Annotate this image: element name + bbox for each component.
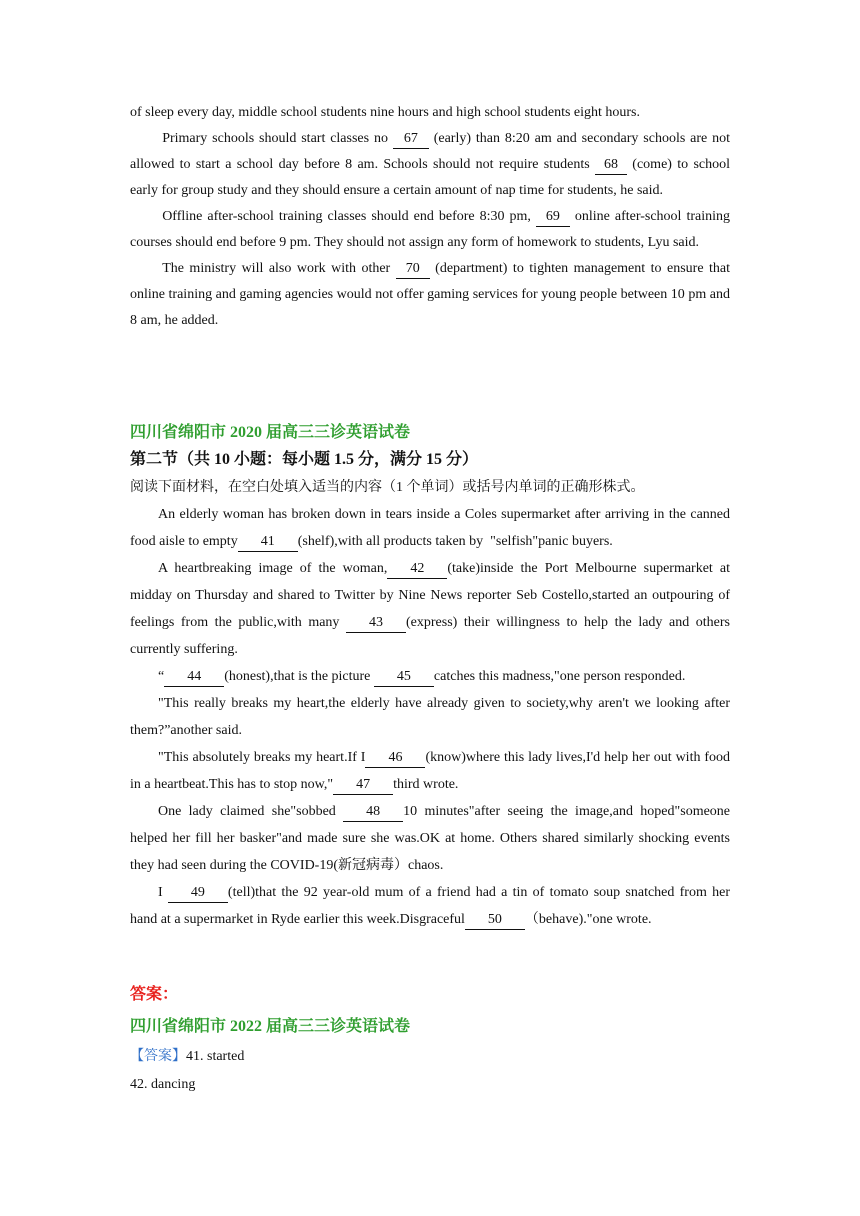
blank-68: 68 bbox=[595, 156, 627, 175]
passage-1-para-2: Offline after-school training classes should end before 8:30 pm, 69 online after-school training courses should end before 9 pm. They should not assign any form of homework to students, Lyu said. bbox=[130, 209, 730, 250]
instruction: 阅读下面材料，在空白处填入适当的内容（1 个单词）或括号内单词的正确形株式。 bbox=[130, 480, 645, 495]
blank-50: 50 bbox=[465, 911, 525, 930]
answer-42: 42. dancing bbox=[130, 1077, 196, 1092]
exam-title-2022: 四川省绵阳市 2022 届高三三诊英语试卷 bbox=[130, 1018, 411, 1035]
blank-47: 47 bbox=[333, 776, 393, 795]
blank-69: 69 bbox=[536, 208, 570, 227]
s2-para-3: “ 44 (honest),that is the picture 45 catches this madness,"one person responded. bbox=[130, 663, 730, 690]
passage-1-para-1: Primary schools should start classes no 67 (early) than 8:20 am and secondary schools are not allowed to start a school day before 8 am. Schools should not require students 68 (come) to school early for group study and they should ensure a certain amount of nap time for students, he said. bbox=[130, 131, 730, 198]
blank-42: 42 bbox=[387, 560, 447, 579]
blank-44: 44 bbox=[164, 668, 224, 687]
passage-1 bbox=[130, 100, 730, 334]
s2-para-7: I 49 (tell)that the 92 year-old mum of a friend had a tin of tomato soup snatched from her hand at a supermarket in Ryde earlier this week.Disgraceful 50 （behave)."one wrote. bbox=[130, 879, 730, 933]
blank-45: 45 bbox=[374, 668, 434, 687]
passage-1-para-3: The ministry will also work with other 70 (department) to tighten management to ensure that online training and gaming agencies would not offer gaming services for young people between 10 pm and 8 am, he added. bbox=[130, 261, 730, 328]
answers-section bbox=[130, 982, 730, 1098]
s2-para-4: "This really breaks my heart,the elderly have already given to society,why aren't we looking after them?”another said. bbox=[130, 696, 730, 738]
blank-43: 43 bbox=[346, 614, 406, 633]
passage-1-para-0: of sleep every day, middle school students nine hours and high school students eight hours. bbox=[130, 105, 641, 120]
blank-41: 41 bbox=[238, 533, 298, 552]
blank-49: 49 bbox=[168, 884, 228, 903]
s2-para-1: An elderly woman has broken down in tears inside a Coles supermarket after arriving in the canned food aisle to empty 41 (shelf),with all products taken by "selfish"panic buyers. bbox=[130, 501, 730, 555]
answer-41: 【答案】41. started bbox=[130, 1049, 245, 1064]
s2-para-5: "This absolutely breaks my heart.If I 46 (know)where this lady lives,I'd help her out with food in a heartbeat.This has to stop now," 47 third wrote. bbox=[130, 744, 730, 798]
answers-label: 答案： bbox=[130, 986, 179, 1003]
blank-67: 67 bbox=[393, 130, 429, 149]
s2-para-2: A heartbreaking image of the woman, 42 (take)inside the Port Melbourne supermarket at midday on Thursday and shared to Twitter by Nine News reporter Seb Costello,started an outpouring of feelings from the public,with many 43 (express) their willingness to help the lady and others currently suffering. bbox=[130, 561, 731, 657]
section-2 bbox=[130, 420, 730, 933]
exam-title-2020: 四川省绵阳市 2020 届高三三诊英语试卷 bbox=[130, 424, 411, 441]
section-heading: 第二节（共 10 小题：每小题 1.5 分，满分 15 分） bbox=[130, 451, 479, 468]
s2-para-6: One lady claimed she"sobbed 48 10 minutes"after seeing the image,and hoped"someone helped her fill her basker"and made sure she was.OK at home. Others shared similarly shocking events they had seen during the COVID-19(新冠病毒）chaos. bbox=[130, 804, 731, 873]
blank-46: 46 bbox=[365, 749, 425, 768]
blank-48: 48 bbox=[343, 803, 403, 822]
answer-tag: 【答案】 bbox=[130, 1049, 186, 1064]
blank-70: 70 bbox=[396, 260, 430, 279]
